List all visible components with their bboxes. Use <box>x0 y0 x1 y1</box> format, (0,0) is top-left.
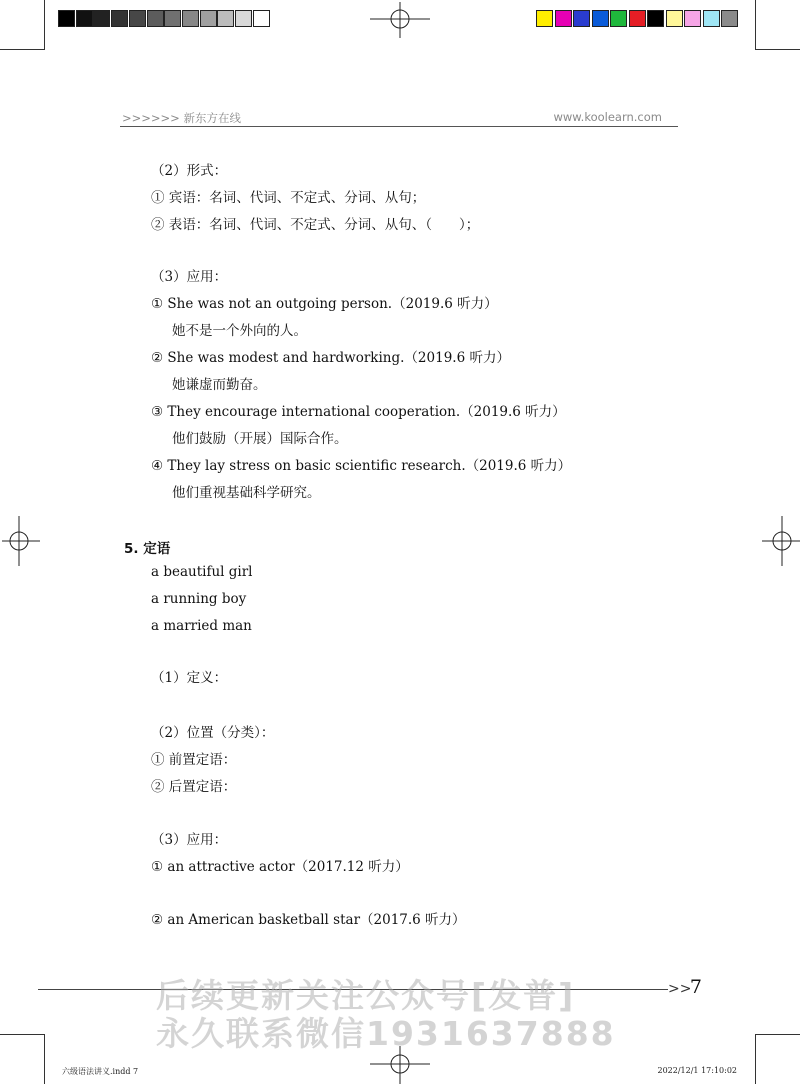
example-phrase: a beautiful girl <box>151 564 253 580</box>
gray-swatch <box>253 10 270 27</box>
gray-swatch <box>235 10 252 27</box>
position-item: ① 前置定语： <box>151 752 237 768</box>
crop-mark <box>756 49 800 50</box>
example-english: ③ They encourage international cooperation.（2019.6 听力） <box>151 404 566 420</box>
application-title: （3）应用： <box>151 832 228 848</box>
application-item: ② an American basketball star（2017.6 听力） <box>151 912 466 928</box>
color-swatch <box>629 10 646 27</box>
page-number: 7 <box>689 976 702 998</box>
example-english: ④ They lay stress on basic scientific research.（2019.6 听力） <box>151 458 572 474</box>
crop-mark <box>0 49 44 50</box>
color-swatch <box>684 10 701 27</box>
color-swatch <box>666 10 683 27</box>
gray-swatch <box>129 10 146 27</box>
application-item: ① an attractive actor（2017.12 听力） <box>151 859 409 875</box>
example-chinese: 她谦虚而勤奋。 <box>172 377 267 393</box>
gray-swatch <box>93 10 110 27</box>
gray-swatch <box>217 10 234 27</box>
color-swatch <box>703 10 720 27</box>
header-rule <box>120 126 678 127</box>
form-item: ① 宾语：名词、代词、不定式、分词、从句； <box>151 190 426 206</box>
color-swatch <box>573 10 590 27</box>
application-title: （3）应用： <box>151 269 228 285</box>
section-heading: 5. 定语 <box>124 541 171 557</box>
color-swatch <box>610 10 627 27</box>
example-phrase: a married man <box>151 618 252 634</box>
example-chinese: 她不是一个外向的人。 <box>172 323 307 339</box>
crop-mark <box>755 1034 756 1084</box>
gray-swatch <box>58 10 75 27</box>
header-left: >>>>>> 新东方在线 <box>122 111 241 125</box>
color-swatch <box>536 10 553 27</box>
slug-filename: 六级语法讲义.indd 7 <box>62 1067 139 1076</box>
color-swatch <box>647 10 664 27</box>
registration-mark-right <box>760 516 800 566</box>
position-item: ② 后置定语： <box>151 779 237 795</box>
example-chinese: 他们重视基础科学研究。 <box>172 485 321 501</box>
gray-swatch <box>147 10 164 27</box>
position-title: （2）位置（分类）： <box>151 725 275 741</box>
definition-title: （1）定义： <box>151 670 228 686</box>
example-english: ① She was not an outgoing person.（2019.6 听力） <box>151 296 498 312</box>
form-title: （2）形式： <box>151 163 228 179</box>
form-item: ② 表语：名词、代词、不定式、分词、从句、（ ）； <box>151 217 480 233</box>
crop-mark <box>0 1034 44 1035</box>
color-swatch <box>555 10 572 27</box>
gray-swatch <box>76 10 93 27</box>
crop-mark <box>756 1034 800 1035</box>
example-chinese: 他们鼓励（开展）国际合作。 <box>172 431 348 447</box>
watermark-line-2: 永久联系微信1931637888 <box>156 1014 616 1053</box>
crop-mark <box>755 0 756 50</box>
registration-mark-left <box>2 516 42 566</box>
crop-mark <box>44 0 45 50</box>
color-swatch <box>592 10 609 27</box>
gray-swatch <box>111 10 128 27</box>
example-phrase: a running boy <box>151 591 247 607</box>
crop-mark <box>44 1034 45 1084</box>
page-arrow: >> <box>668 981 692 997</box>
slug-timestamp: 2022/12/1 17:10:02 <box>657 1066 737 1075</box>
registration-mark-top <box>370 2 430 38</box>
color-swatch <box>721 10 738 27</box>
watermark-line-1: 后续更新关注公众号[发普] <box>156 976 576 1015</box>
gray-swatch <box>182 10 199 27</box>
gray-swatch <box>164 10 181 27</box>
gray-swatch <box>200 10 217 27</box>
example-english: ② She was modest and hardworking.（2019.6 听力） <box>151 350 510 366</box>
header-right: www.koolearn.com <box>553 110 662 124</box>
